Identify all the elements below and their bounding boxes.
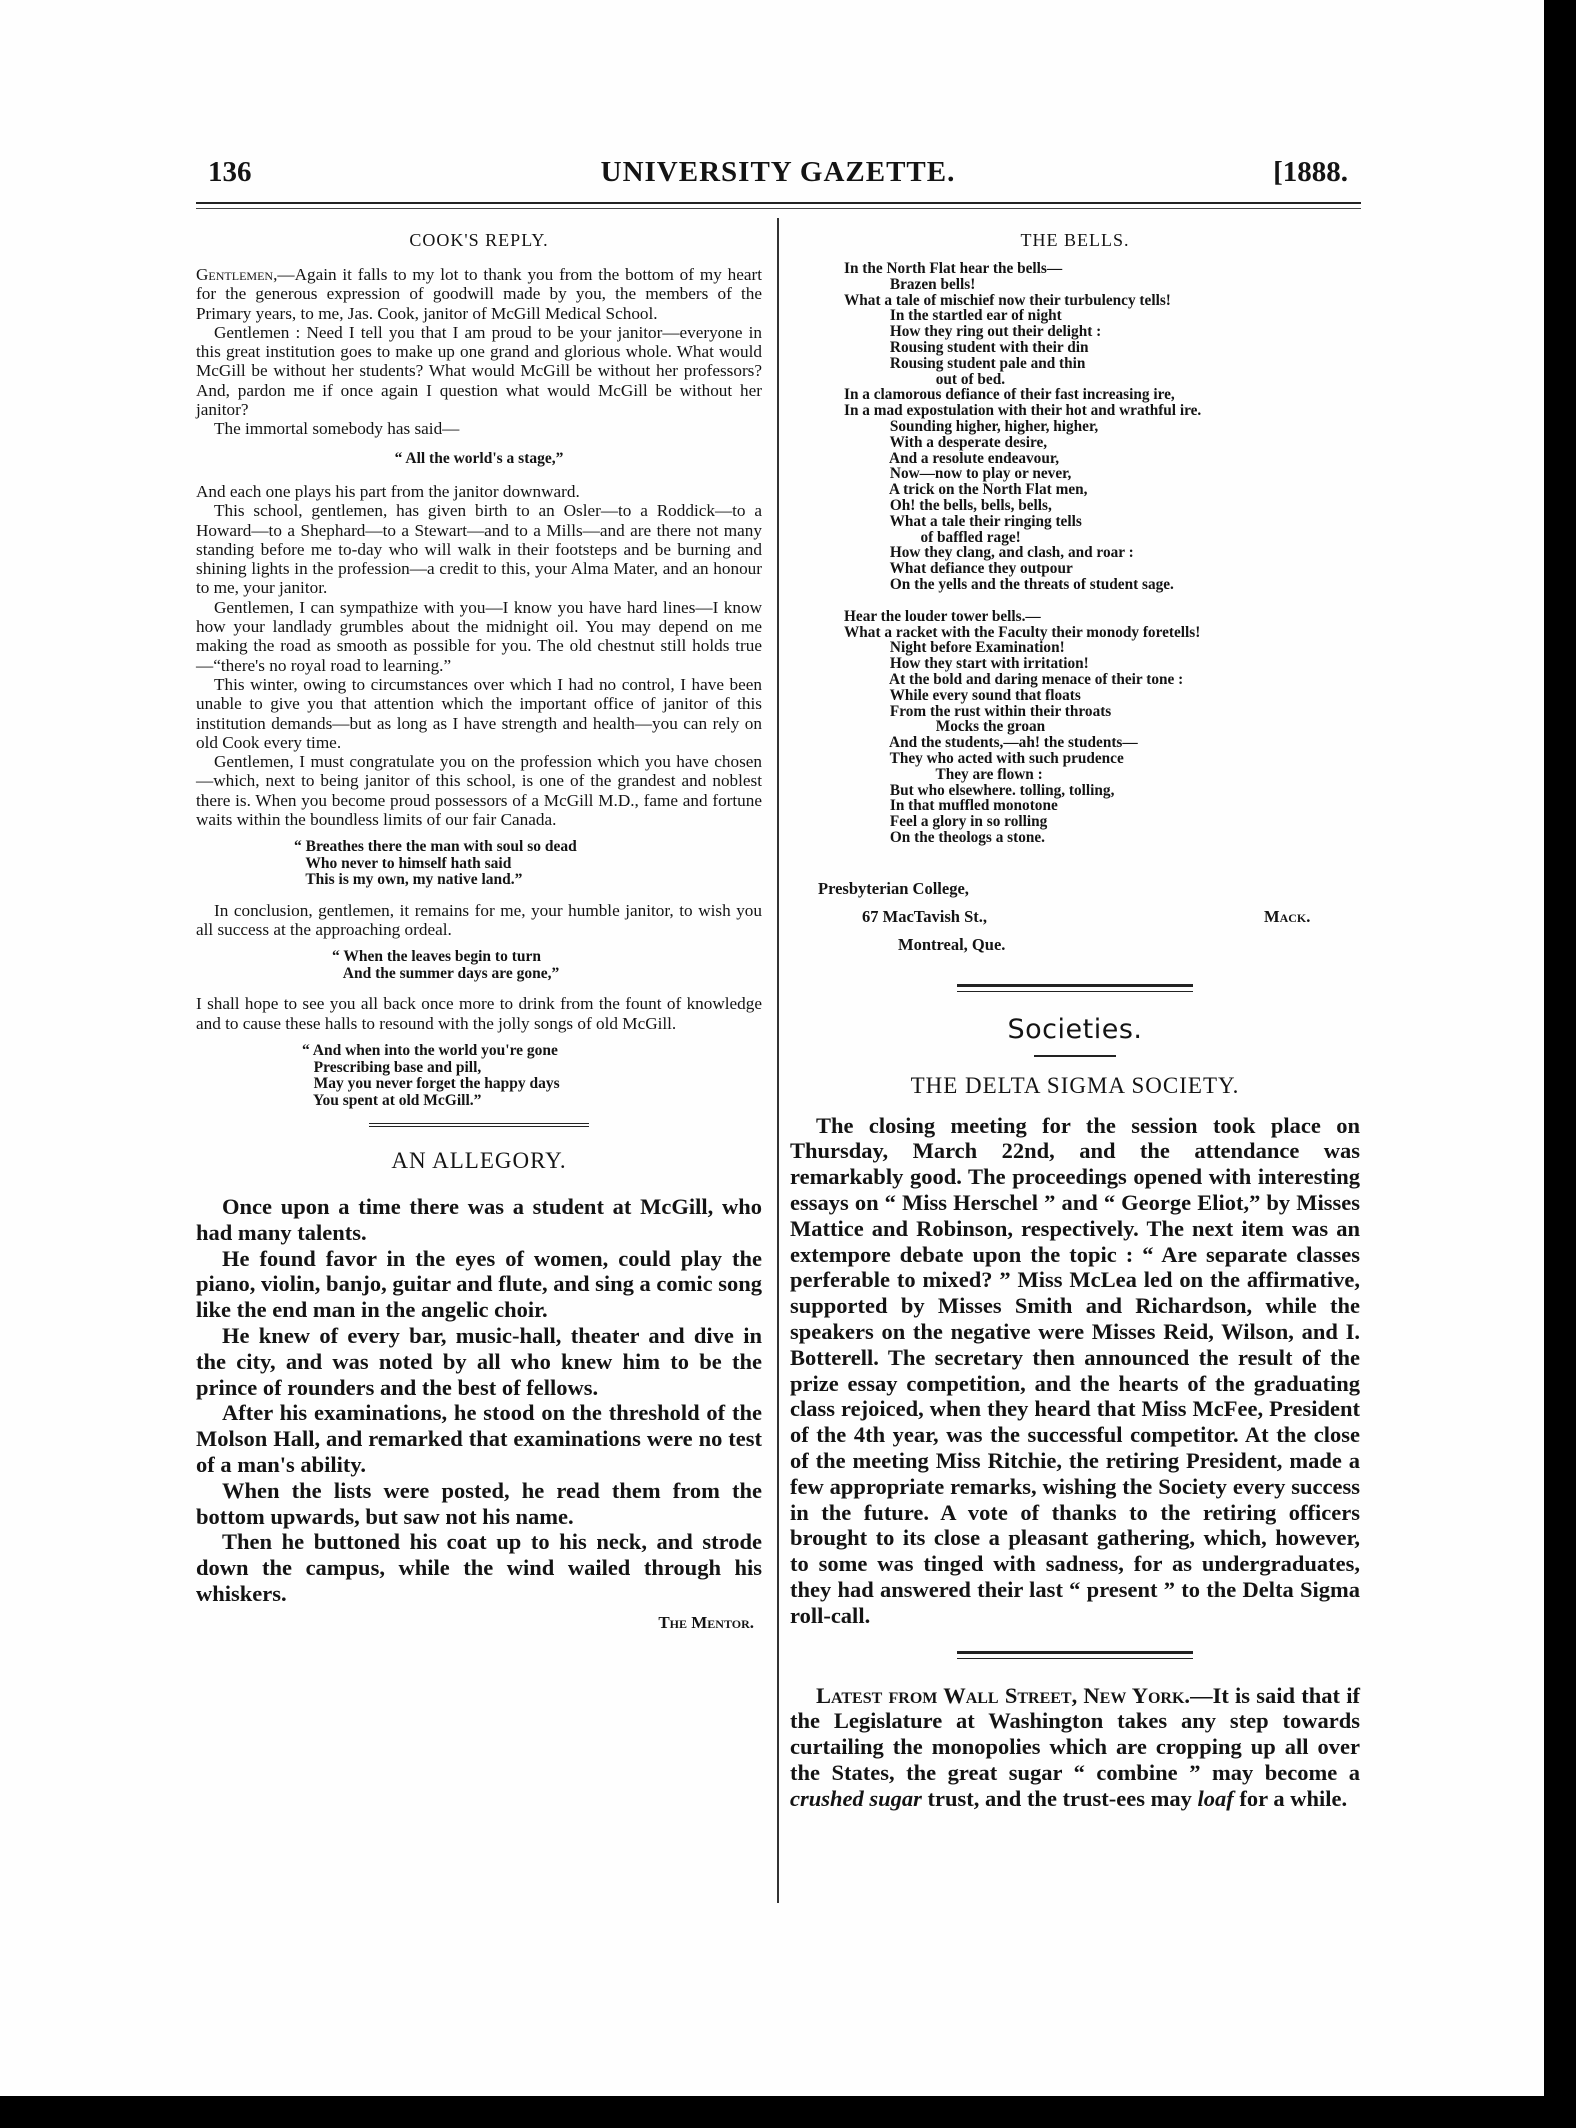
allegory-para-1: Once upon a time there was a student at McGill, who had many talents.	[196, 1194, 762, 1245]
delta-sigma-body	[790, 1113, 1360, 1629]
allegory-para-6: Then he buttoned his coat up to his neck, and strode down the campus, while the wind wailed through his whiskers.	[196, 1529, 762, 1606]
allegory-signature: The Mentor.	[658, 1612, 754, 1632]
allegory-title: AN ALLEGORY.	[391, 1148, 567, 1173]
left-column	[196, 230, 762, 1633]
societies-heading: Societies.	[1007, 1013, 1143, 1045]
wall-street-lead: Latest from Wall Street, New York.	[816, 1682, 1191, 1708]
cook-para-6: Gentlemen, I can sympathize with you—I know you have hard lines—I know how your landlady grumbles about the midnight oil. You may depend on me making the road as smooth as possible for you. The old chestnut still holds true—“there's no royal road to learning.”	[196, 597, 762, 675]
scan-border-bottom	[0, 2096, 1576, 2128]
allegory-para-3: He knew of every bar, music-hall, theater and dive in the city, and was noted by all who knew him to be the prince of rounders and the best of fellows.	[196, 1322, 762, 1400]
cook-para-10: I shall hope to see you all back once more to drink from the fount of knowledge and to cause these halls to resound with the jolly songs of old McGill.	[196, 994, 762, 1033]
column-divider	[777, 218, 779, 1903]
bells-stanza-2: Hear the louder tower bells.— What a racket with the Faculty their monody foretells! Night before Examination! How they start with irritation! At the bold and daring menace of their tone : While every sound that floats From the rust within their throats Mocks the groan And the students,—ah! the students— They who acted with such prudence They are flown : But who elsewhere. tolling, tolling, In that muffled monotone Feel a glory in so rolling On the theologs a stone.	[844, 607, 1201, 846]
running-header	[208, 150, 1348, 192]
page-number: 136	[208, 156, 252, 188]
publication-title: UNIVERSITY GAZETTE.	[600, 156, 956, 188]
delta-sigma-title: THE DELTA SIGMA SOCIETY.	[910, 1072, 1240, 1098]
cook-quote-native-land: “ Breathes there the man with soul so dead Who never to himself hath said This is my own, my native land.”	[294, 838, 577, 889]
cook-para-5: This school, gentlemen, has given birth to an Osler—to a Roddick—to a Howard—to a Shephard—to a Stewart—and to a Mills—and are there not many standing before me to-day who will walk in their footsteps and be burning and shining lights in the profession—a credit to this, your Alma Mater, and an honour to me, your janitor.	[196, 501, 762, 598]
cook-reply-body	[196, 265, 762, 1109]
cook-para-2: Gentlemen : Need I tell you that I am proud to be your janitor—everyone in this great institution goes to make up one grand and glorious whole. What would McGill be without her students? What would McGill be without her professors? And, pardon me if once again I question what would McGill be without her janitor?	[196, 322, 762, 420]
right-column	[790, 230, 1360, 1812]
cook-quote-mcgill: “ And when into the world you're gone Prescribing base and pill, May you never forget the happy days You spent at old McGill.”	[302, 1042, 560, 1109]
cook-quote-leaves: “ When the leaves begin to turn And the summer days are gone,”	[332, 948, 560, 982]
address-city: Montreal, Que.	[898, 934, 1006, 954]
allegory-para-4: After his examinations, he stood on the threshold of the Molson Hall, and remarked that examinations were no test of a man's ability.	[196, 1400, 762, 1477]
section-separator	[957, 984, 1193, 992]
wall-street-body	[790, 1683, 1360, 1812]
cook-para-3: The immortal somebody has said—	[214, 419, 460, 439]
gazette-page	[196, 150, 1361, 1910]
short-rule	[1034, 1055, 1116, 1057]
bells-address	[790, 876, 1360, 962]
delta-sigma-para: The closing meeting for the session took place on Thursday, March 22nd, and the attendance was remarkably good. The proceedings opened with interesting essays on “ Miss Herschel ” and “ George Eliot,” by Misses Mattice and Robinson, respectively. The next item was an extempore debate upon the topic : “ Are separate classes perferable to mixed? ” Miss McLea led on the affirmative, supported by Misses Smith and Richardson, while the speakers on the negative were Misses Reid, Wilson, and I. Botterell. The secretary then announced the result of the prize essay competition, and the hearts of the graduating class rejoiced, when they heard that Miss McFee, President of the 4th year, was the successful competitor. At the close of the meeting Miss Ritchie, the retiring President, made a few appropriate remarks, wishing the Society every success in the future. A vote of thanks to the retiring officers brought to its close a pleasant gathering, which, however, to some was tinged with sadness, for as undergraduates, they had answered their last “ present ” to the Delta Sigma roll-call.	[790, 1112, 1360, 1628]
cook-para-8: Gentlemen, I must congratulate you on the profession which you have chosen—which, next to being janitor of this school, is one of the grandest and noblest there is. When you become proud possessors of a McGill M.D., fame and fortune waits within the boundless limits of our fair Canada.	[196, 752, 762, 830]
address-college: Presbyterian College,	[818, 878, 969, 898]
header-rule-thin	[196, 208, 1361, 209]
allegory-para-2: He found favor in the eyes of women, could play the piano, violin, banjo, guitar and flute, and sing a comic song like the end man in the angelic choir.	[196, 1245, 762, 1323]
scan-border-right	[1544, 0, 1576, 2128]
bells-title: THE BELLS.	[1020, 230, 1130, 250]
cook-quote-stage: “ All the world's a stage,”	[394, 449, 564, 467]
allegory-body	[196, 1194, 762, 1607]
section-separator	[957, 1651, 1193, 1659]
cook-para-9: In conclusion, gentlemen, it remains for me, your humble janitor, to wish you all success at the approaching ordeal.	[196, 900, 762, 940]
cook-para-4: And each one plays his part from the janitor downward.	[196, 481, 580, 501]
bells-stanza-1: In the North Flat hear the bells— Brazen bells! What a tale of mischief now their turbulency tells! In the startled ear of night How they ring out their delight : Rousing student with their din Rousing student pale and thin out of bed. In a clamorous defiance of their fast increasing ire, In a mad expostulation with their hot and wrathful ire. Sounding higher, higher, higher, With a desperate desire, And a resolute endeavour, Now—now to play or never, A trick on the North Flat men, Oh! the bells, bells, bells, What a tale their ringing tells of baffled rage! How they clang, and clash, and roar : What defiance they outpour On the yells and the threats of student sage.	[844, 260, 1202, 593]
header-rule	[196, 202, 1361, 204]
allegory-para-5: When the lists were posted, he read them from the bottom upwards, but saw not his name.	[196, 1477, 762, 1529]
section-separator	[369, 1123, 589, 1130]
bells-signature: Mack.	[1264, 906, 1311, 926]
address-street: 67 MacTavish St.,	[862, 906, 987, 926]
cook-reply-title: COOK'S REPLY.	[409, 230, 549, 250]
cook-para-7: This winter, owing to circumstances over which I had no control, I have been unable to give you that attention which the important office of janitor of this institution demands—but as long as I have strength and health—you can rely on old Cook every time.	[196, 674, 762, 752]
wall-street-para: Latest from Wall Street, New York.—It is said that if the Legislature at Washington takes any step towards curtailing the monopolies which are cropping up all over the States, the great sugar “ combine ” may become a crushed sugar trust, and the trust-ees may loaf for a while.	[790, 1682, 1360, 1811]
salutation: Gentlemen,	[196, 265, 278, 284]
cook-para-1: Gentlemen,—Again it falls to my lot to thank you from the bottom of my heart for the generous expression of goodwill made by you, the members of the Primary years, to me, Jas. Cook, janitor of McGill Medical School.	[196, 265, 762, 323]
year-label: [1888.	[1273, 156, 1348, 188]
